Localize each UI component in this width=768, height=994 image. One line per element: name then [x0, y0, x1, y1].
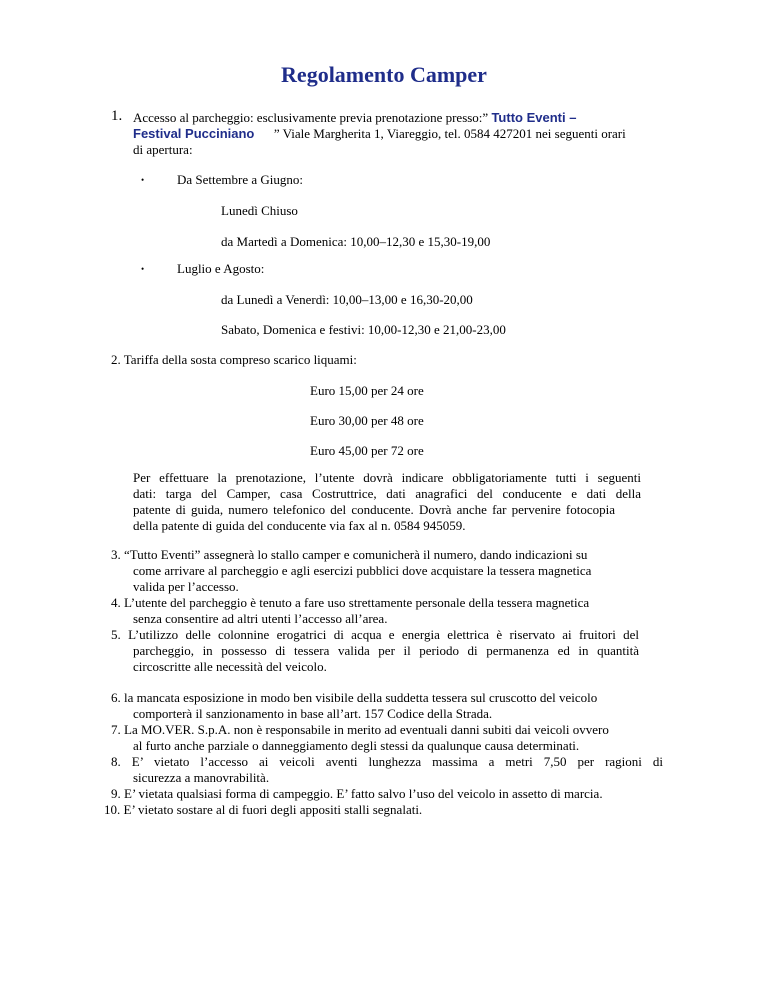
tariff-24h: Euro 15,00 per 24 ore	[310, 383, 424, 398]
item-1-line-2	[133, 126, 626, 142]
season-2-hours-2: Sabato, Domenica e festivi: 10,00-12,30 e 21,00-23,00	[221, 322, 506, 337]
rule-8-line-2: sicurezza a manovrabilità.	[133, 770, 270, 785]
tariff-48h: Euro 30,00 per 48 ore	[310, 413, 424, 428]
rule-5-line-2: parcheggio, in possesso di tessera valida per il periodo di permanenza ed in quantità	[133, 643, 639, 658]
item-1-line-3: di apertura:	[133, 142, 193, 157]
tutto-eventi-link[interactable]: Tutto Eventi –	[491, 110, 577, 125]
rule-3-line-1: 3. “Tutto Eventi” assegnerà lo stallo camper e comunicherà il numero, dando indicazioni su	[111, 547, 588, 562]
rule-5-line-1: 5. L’utilizzo delle colonnine erogatrici di acqua e energia elettrica è riservato ai fruitori del	[111, 627, 639, 642]
booking-line-4: della patente di guida del conducente via fax al n. 0584 945059.	[133, 518, 466, 533]
item-1-number: 1.	[111, 108, 123, 124]
rule-10: 10. E’ vietato sostare al di fuori degli appositi stalli segnalati.	[104, 802, 423, 817]
rule-4-line-1: 4. L’utente del parcheggio è tenuto a fare uso strettamente personale della tessera magnetica	[111, 595, 590, 610]
item-1-address: ” Viale Margherita 1, Viareggio, tel. 0584 427201 nei seguenti orari	[273, 126, 626, 141]
season-1-hours-2: da Martedì a Domenica: 10,00–12,30 e 15,30-19,00	[221, 234, 491, 249]
rule-3-line-3: valida per l’accesso.	[133, 579, 239, 594]
festival-pucciniano-link[interactable]: Festival Pucciniano	[133, 126, 255, 141]
rule-9: 9. E’ vietata qualsiasi forma di campeggio. E’ fatto salvo l’uso del veicolo in assetto di marcia.	[111, 786, 603, 801]
rule-4-line-2: senza consentire ad altri utenti l’accesso all’area.	[133, 611, 388, 626]
bullet-season-1: •	[141, 175, 145, 185]
booking-line-2: dati: targa del Camper, casa Costruttrice, dati anagrafici del conducente e dati della	[133, 486, 641, 501]
rule-6-line-1: 6. la mancata esposizione in modo ben visibile della suddetta tessera sul cruscotto del veicolo	[111, 690, 598, 705]
item-1-text	[133, 110, 576, 126]
item-2-text: 2. Tariffa della sosta compreso scarico liquami:	[111, 352, 357, 367]
rule-3-line-2: come arrivare al parcheggio e agli esercizi pubblici dove acquistare la tessera magnetica	[133, 563, 592, 578]
season-1-label: Da Settembre a Giugno:	[177, 172, 303, 187]
season-1-hours-1: Lunedì Chiuso	[221, 203, 298, 218]
item-1-line-1: Accesso al parcheggio: esclusivamente previa prenotazione presso:”	[133, 110, 489, 125]
rule-7-line-1: 7. La MO.VER. S.p.A. non è responsabile in merito ad eventuali danni subiti dai veicoli ovvero	[111, 722, 609, 737]
booking-line-3: patente di guida, numero telefonico del conducente. Dovrà anche far pervenire fotocopia	[133, 502, 615, 517]
page-title: Regolamento Camper	[281, 62, 487, 87]
rule-7-line-2: al furto anche parziale o danneggiamento degli stessi da qualunque causa determinati.	[133, 738, 580, 753]
tariff-72h: Euro 45,00 per 72 ore	[310, 443, 424, 458]
booking-line-1: Per effettuare la prenotazione, l’utente dovrà indicare obbligatoriamente tutti i seguenti	[133, 470, 641, 485]
bullet-season-2: •	[141, 264, 145, 274]
rule-6-line-2: comporterà il sanzionamento in base all’art. 157 Codice della Strada.	[133, 706, 493, 721]
season-2-label: Luglio e Agosto:	[177, 261, 265, 276]
rule-8-line-1: 8. E’ vietato l’accesso ai veicoli aventi lunghezza massima a metri 7,50 per ragioni di	[111, 754, 663, 769]
rule-5-line-3: circoscritte alle necessità del veicolo.	[133, 659, 327, 674]
season-2-hours-1: da Lunedì a Venerdì: 10,00–13,00 e 16,30-20,00	[221, 292, 473, 307]
